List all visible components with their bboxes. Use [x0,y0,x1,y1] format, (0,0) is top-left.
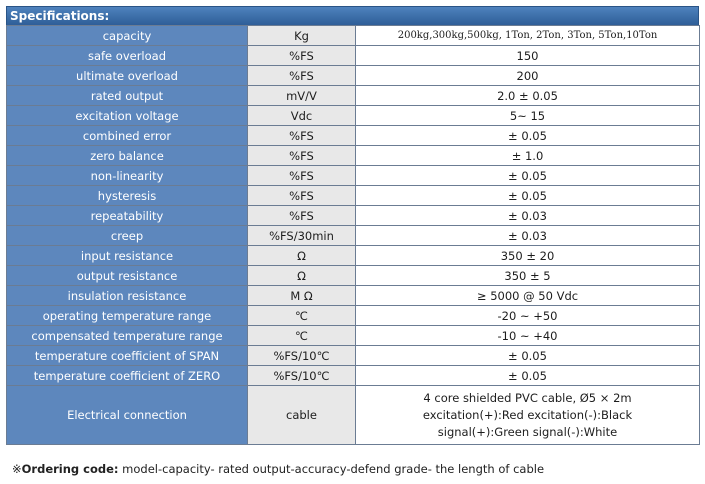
spec-unit-cell: Ω [248,266,356,286]
spec-unit-cell: %FS [248,46,356,66]
spec-value-cell: ± 0.05 [356,166,700,186]
ordering-code-text: model-capacity- rated output-accuracy-defend grade- the length of cable [118,462,545,476]
spec-row [7,206,700,226]
spec-parameter-cell: excitation voltage [7,106,248,126]
wiring-line: excitation(+):Red excitation(-):Black [422,407,633,422]
spec-value-cell: -10 ~ +40 [356,326,700,346]
electrical-connection-row [7,386,700,445]
spec-row [7,346,700,366]
spec-row [7,86,700,106]
spec-parameter-cell: capacity [7,26,248,46]
spec-value-cell: 200 [356,66,700,86]
spec-unit-cell: %FS [248,126,356,146]
spec-value-cell: ± 0.03 [356,226,700,246]
wiring-line: 4 core shielded PVC cable, Ø5 × 2m [423,390,632,405]
spec-parameter-cell: hysteresis [7,186,248,206]
spec-value-cell: 200kg,300kg,500kg, 1Ton, 2Ton, 3Ton, 5Ton,10Ton [356,26,700,46]
spec-value-cell: ± 0.05 [356,126,700,146]
spec-parameter-cell: combined error [7,126,248,146]
spec-value-cell: ± 0.03 [356,206,700,226]
ordering-code-note [12,462,544,476]
spec-row [7,46,700,66]
spec-unit-cell: %FS [248,166,356,186]
spec-value-cell: 350 ± 20 [356,246,700,266]
spec-unit-cell: ℃ [248,326,356,346]
spec-parameter-cell: rated output [7,86,248,106]
spec-row [7,26,700,46]
spec-value-cell: -20 ~ +50 [356,306,700,326]
spec-row [7,126,700,146]
spec-unit-cell: M Ω [248,286,356,306]
spec-unit-cell: mV/V [248,86,356,106]
electrical-connection-value [356,386,700,445]
reference-mark: ※ [12,462,22,476]
spec-value-cell: ± 1.0 [356,146,700,166]
spec-unit-cell: Kg [248,26,356,46]
spec-parameter-cell: temperature coefficient of SPAN [7,346,248,366]
spec-unit-cell: %FS [248,146,356,166]
spec-value-cell: ± 0.05 [356,366,700,386]
ordering-code-label: Ordering code: [21,462,119,476]
spec-parameter-cell: ultimate overload [7,66,248,86]
spec-unit-cell: Vdc [248,106,356,126]
spec-row [7,226,700,246]
spec-row [7,366,700,386]
spec-unit-cell: %FS [248,186,356,206]
spec-row [7,166,700,186]
specifications-header: Specifications: [6,6,699,25]
electrical-connection-unit: cable [248,386,356,445]
spec-unit-cell: Ω [248,246,356,266]
spec-value-cell: ± 0.05 [356,186,700,206]
spec-parameter-cell: safe overload [7,46,248,66]
spec-parameter-cell: insulation resistance [7,286,248,306]
spec-parameter-cell: compensated temperature range [7,326,248,346]
spec-row [7,146,700,166]
spec-parameter-cell: repeatability [7,206,248,226]
spec-parameter-cell: operating temperature range [7,306,248,326]
spec-unit-cell: %FS/30min [248,226,356,246]
spec-unit-cell: %FS/10℃ [248,346,356,366]
electrical-connection-label: Electrical connection [7,386,248,445]
spec-panel [6,6,699,445]
spec-row [7,246,700,266]
spec-parameter-cell: non-linearity [7,166,248,186]
spec-row [7,326,700,346]
spec-value-cell: ≥ 5000 @ 50 Vdc [356,286,700,306]
spec-value-cell: 5~ 15 [356,106,700,126]
spec-value-cell: 150 [356,46,700,66]
spec-row [7,266,700,286]
spec-row [7,106,700,126]
spec-table [6,25,700,445]
spec-table-body [7,26,700,445]
spec-parameter-cell: zero balance [7,146,248,166]
spec-unit-cell: %FS [248,66,356,86]
spec-value-cell: ± 0.05 [356,346,700,366]
spec-parameter-cell: input resistance [7,246,248,266]
spec-parameter-cell: creep [7,226,248,246]
spec-row [7,286,700,306]
spec-value-cell: 350 ± 5 [356,266,700,286]
spec-unit-cell: %FS/10℃ [248,366,356,386]
spec-row [7,186,700,206]
spec-unit-cell: ℃ [248,306,356,326]
wiring-line: signal(+):Green signal(-):White [437,424,618,439]
spec-unit-cell: %FS [248,206,356,226]
spec-row [7,66,700,86]
spec-row [7,306,700,326]
spec-parameter-cell: output resistance [7,266,248,286]
spec-parameter-cell: temperature coefficient of ZERO [7,366,248,386]
spec-value-cell: 2.0 ± 0.05 [356,86,700,106]
